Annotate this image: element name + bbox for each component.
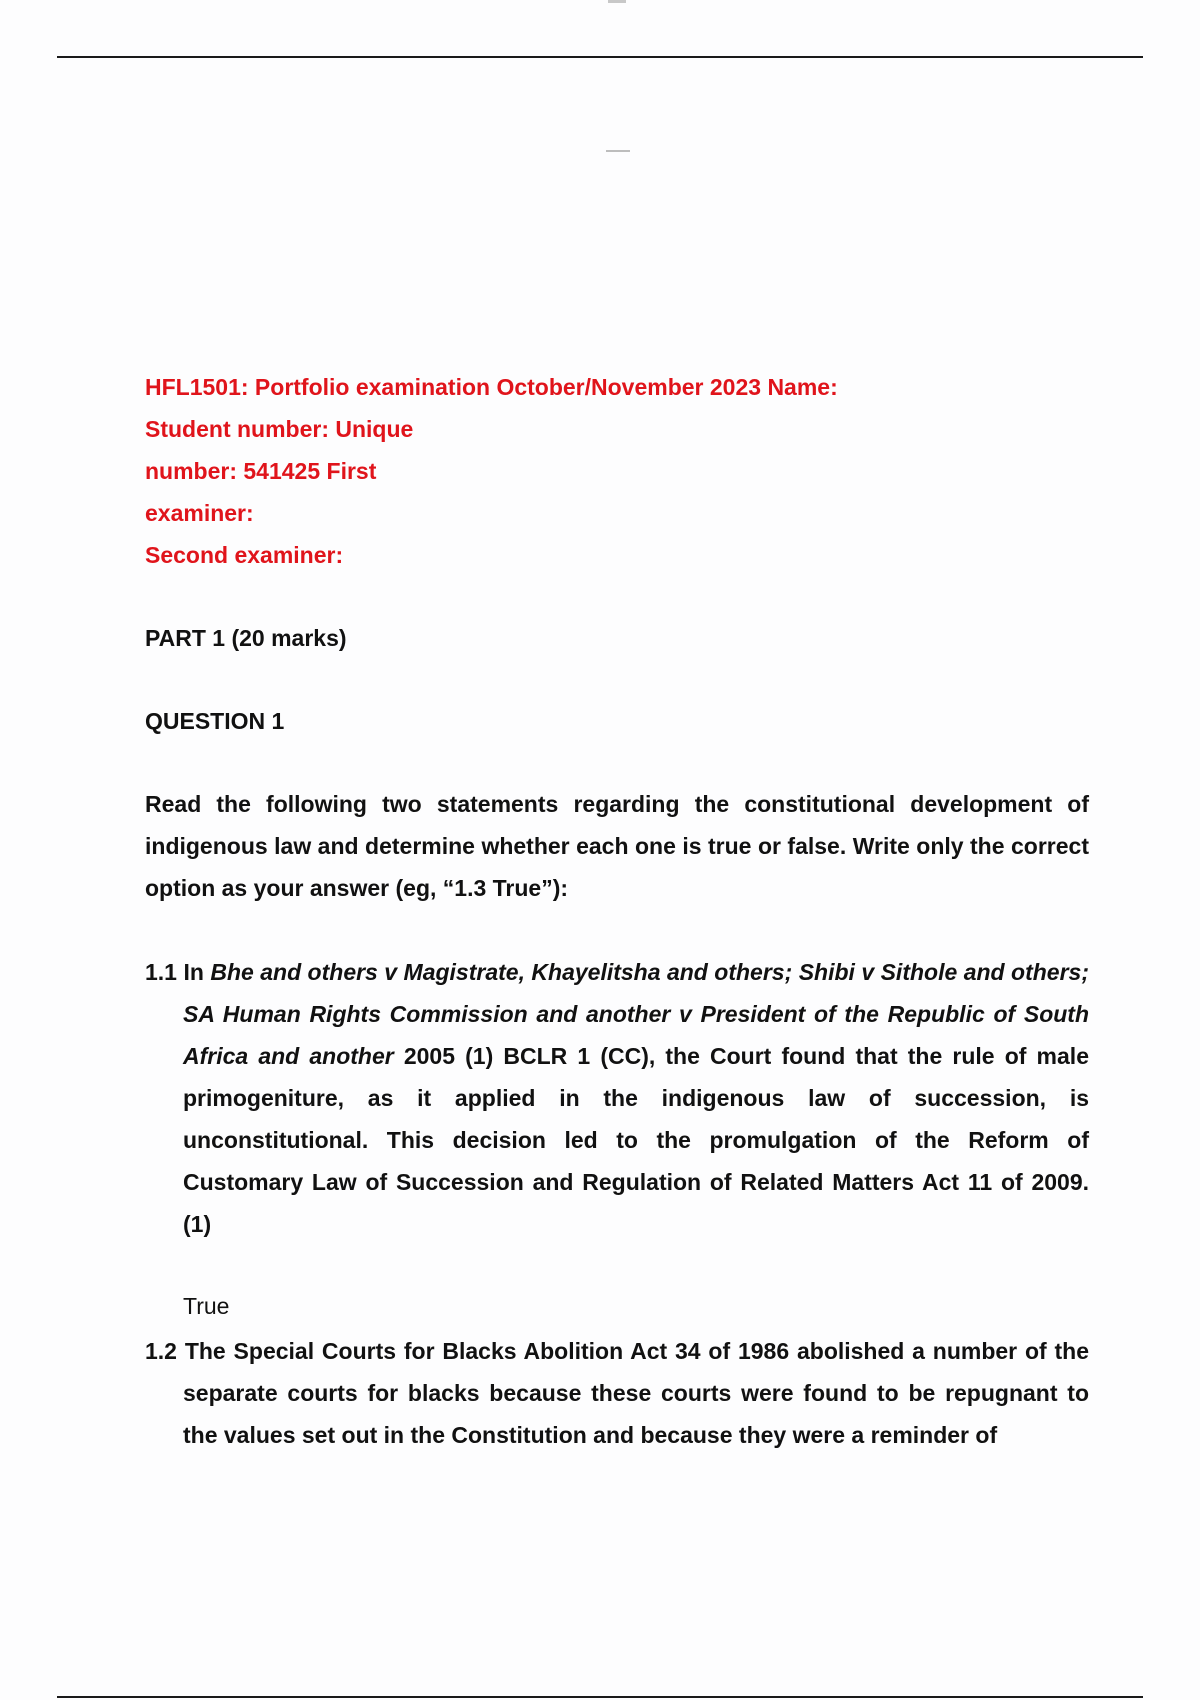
exam-header-line-3: number: 541425 First — [145, 458, 377, 484]
question-prefix-1-1: In — [183, 959, 211, 985]
exam-header-line-2: Student number: Unique — [145, 416, 414, 442]
part-heading: PART 1 (20 marks) — [145, 625, 347, 651]
bottom-rule — [57, 1696, 1143, 1698]
page-top-mark — [608, 0, 626, 3]
exam-header-line-5: Second examiner: — [145, 542, 344, 568]
question-suffix-1-1: 2005 (1) BCLR 1 (CC), the Court found that the rule of male primogeniture, as it applied in the indigenous law of succession, is unconstitutional. This decision led to the promulgation of the Reform of Customary Law of Succession and Regulation of Related Matters Act 11 of 2009. (1) — [183, 1043, 1089, 1237]
header-dash — [606, 150, 630, 152]
exam-header-line-1: HFL1501: Portfolio examination October/November 2023 Name: — [145, 374, 838, 400]
question-heading: QUESTION 1 — [145, 708, 285, 734]
question-item-1-2 — [145, 1330, 1089, 1456]
top-rule — [57, 56, 1143, 58]
question-item-1-1 — [145, 951, 1089, 1245]
question-text-1-2 — [145, 1330, 1089, 1456]
case-citation: Bhe and others v Magistrate, Khayelitsha and others; Shibi v Sithole and others; SA Human Rights Commission and another v President of the Republic of South Africa and another — [183, 959, 1089, 1069]
exam-header-line-4: examiner: — [145, 500, 254, 526]
question-number-1-2: 1.2 — [145, 1338, 177, 1364]
question-body-1-2: The Special Courts for Blacks Abolition Act 34 of 1986 abolished a number of the separate courts for blacks because these courts were found to be repugnant to the values set out in the Constitution and because they were a reminder of — [183, 1338, 1089, 1448]
question-number-1-1: 1.1 — [145, 959, 177, 985]
answer-1-1: True — [183, 1293, 230, 1319]
exam-header — [145, 366, 1085, 576]
question-instructions: Read the following two statements regarding the constitutional development of indigenous law and determine whether each one is true or false. Write only the correct option as your answer (eg, “1.3 True”): — [145, 791, 1089, 901]
question-text-1-1 — [145, 951, 1089, 1245]
